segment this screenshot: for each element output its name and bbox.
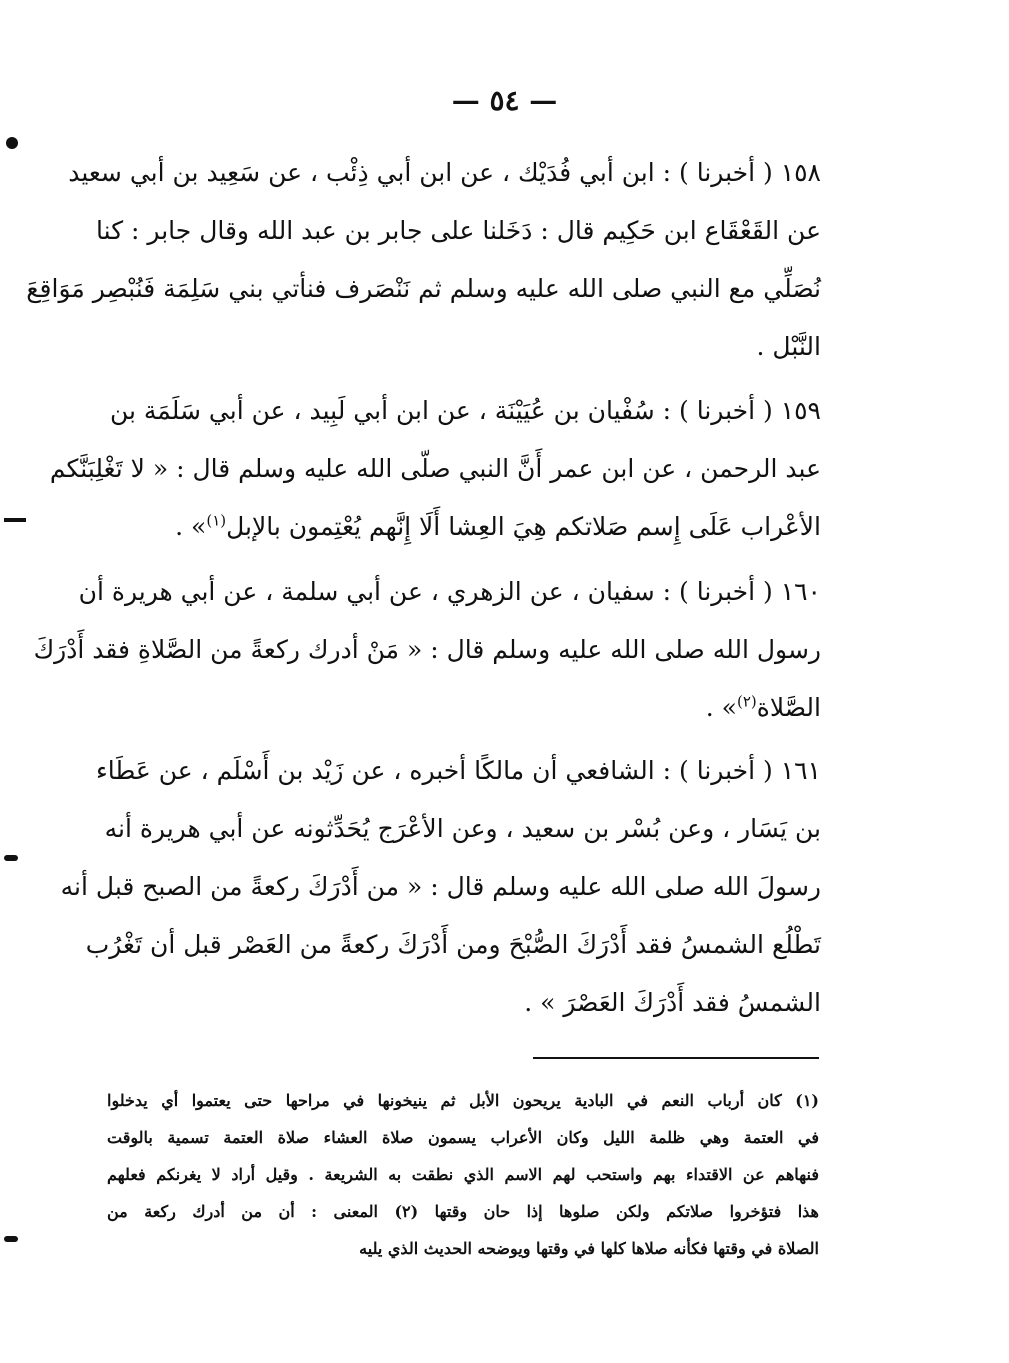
text-fragment: الصَّلاة bbox=[756, 693, 821, 722]
page-number: — ٥٤ — bbox=[451, 84, 558, 117]
hadith-159 bbox=[49, 382, 821, 556]
text-line: ١٥٨ ( أخبرنا ) : ابن أبي فُدَيْك ، عن ابن أبي ذِئْب ، عن سَعِيد بن أبي سعيد bbox=[68, 158, 821, 187]
text-line: ١٥٩ ( أخبرنا ) : سُفْيان بن عُيَيْنَة ، عن ابن أبي لَبِيد ، عن أبي سَلَمَة بن bbox=[109, 396, 821, 425]
footnote-ref-2: (٢) bbox=[736, 692, 757, 711]
text-line bbox=[115, 679, 821, 737]
scan-mark bbox=[4, 855, 18, 861]
footnote-line: في العتمة وهي ظلمة الليل وكان الأعراب يسمون صلاة العشاء صلاة العتمة تسمية بالوقت bbox=[107, 1128, 820, 1147]
footnote-line: هذا فتؤخروا صلاتكم ولكن صلوها إذا حان وقتها (٢) المعنى : أن من أدرك ركعة من bbox=[107, 1202, 819, 1221]
text-line: عبد الرحمن ، عن ابن عمر أَنَّ النبي صلّى الله عليه وسلم قال : « لا تَغْلِبَنَّكم bbox=[49, 454, 821, 483]
scan-mark bbox=[4, 1236, 18, 1242]
hadith-160 bbox=[33, 563, 821, 737]
scan-mark bbox=[6, 137, 18, 149]
text-line: نُصَلِّي مع النبي صلى الله عليه وسلم ثم نَنْصَرف فنأتي بني سَلِمَة فَنُبْصِر مَوَاقِعَ bbox=[26, 274, 821, 303]
text-line: ١٦٠ ( أخبرنا ) : سفيان ، عن الزهري ، عن أبي سلمة ، عن أبي هريرة أن bbox=[78, 577, 821, 606]
hadith-158 bbox=[26, 144, 821, 376]
footnotes bbox=[107, 1082, 819, 1267]
text-line: تَطْلُع الشمسُ فقد أَدْرَكَ الصُّبْحَ ومن أَدْرَكَ ركعةً من العَصْر قبل أن تَغْرُب bbox=[85, 930, 821, 959]
text-line bbox=[115, 498, 821, 556]
text-line: رسولَ الله صلى الله عليه وسلم قال : « من أَدْرَكَ ركعةً من الصبح قبل أنه bbox=[60, 872, 821, 901]
text-fragment: » . bbox=[705, 693, 737, 722]
text-fragment: » . bbox=[175, 512, 207, 541]
hadith-161 bbox=[60, 742, 821, 1032]
footnote-line: فنهاهم عن الاقتداء بهم واستحب لهم الاسم الذي نطقت به الشريعة . وقيل أراد لا يغرنكم فعلهم bbox=[107, 1165, 819, 1184]
text-line: بن يَسَار ، وعن بُسْر بن سعيد ، وعن الأعْرَج يُحَدِّثونه عن أبي هريرة أنه bbox=[104, 814, 821, 843]
text-line: عن القَعْقَاع ابن حَكِيم قال : دَخَلنا على جابر بن عبد الله وقال جابر : كنا bbox=[96, 216, 821, 245]
text-line: رسول الله صلى الله عليه وسلم قال : « مَنْ أدرك ركعةً من الصَّلاةِ فقد أَدْرَكَ bbox=[33, 635, 821, 664]
footnote-line: الصلاة في وقتها فكأنه صلاها كلها في وقتها ويوضحه الحديث الذي يليه bbox=[359, 1239, 819, 1258]
text-line: ١٦١ ( أخبرنا ) : الشافعي أن مالكًا أخبره ، عن زَيْد بن أَسْلَم ، عن عَطَاء bbox=[96, 756, 821, 785]
text-line: النَّبْل . bbox=[756, 332, 821, 361]
text-fragment: الأعْراب عَلَى إِسم صَلاتكم هِيَ العِشا أَلَا إِنَّهم يُعْتِمون بالإبل bbox=[226, 512, 821, 541]
footnote-ref-1: (١) bbox=[206, 511, 227, 530]
footnote-line: (١) كان أرباب النعم في البادية يريحون الأبل ثم ينيخونها في مراحها حتى يعتموا أي يدخلوا bbox=[107, 1091, 819, 1110]
scan-mark bbox=[4, 518, 26, 522]
footnote-divider bbox=[533, 1057, 819, 1059]
text-line: الشمسُ فقد أَدْرَكَ العَصْرَ » . bbox=[524, 988, 821, 1017]
